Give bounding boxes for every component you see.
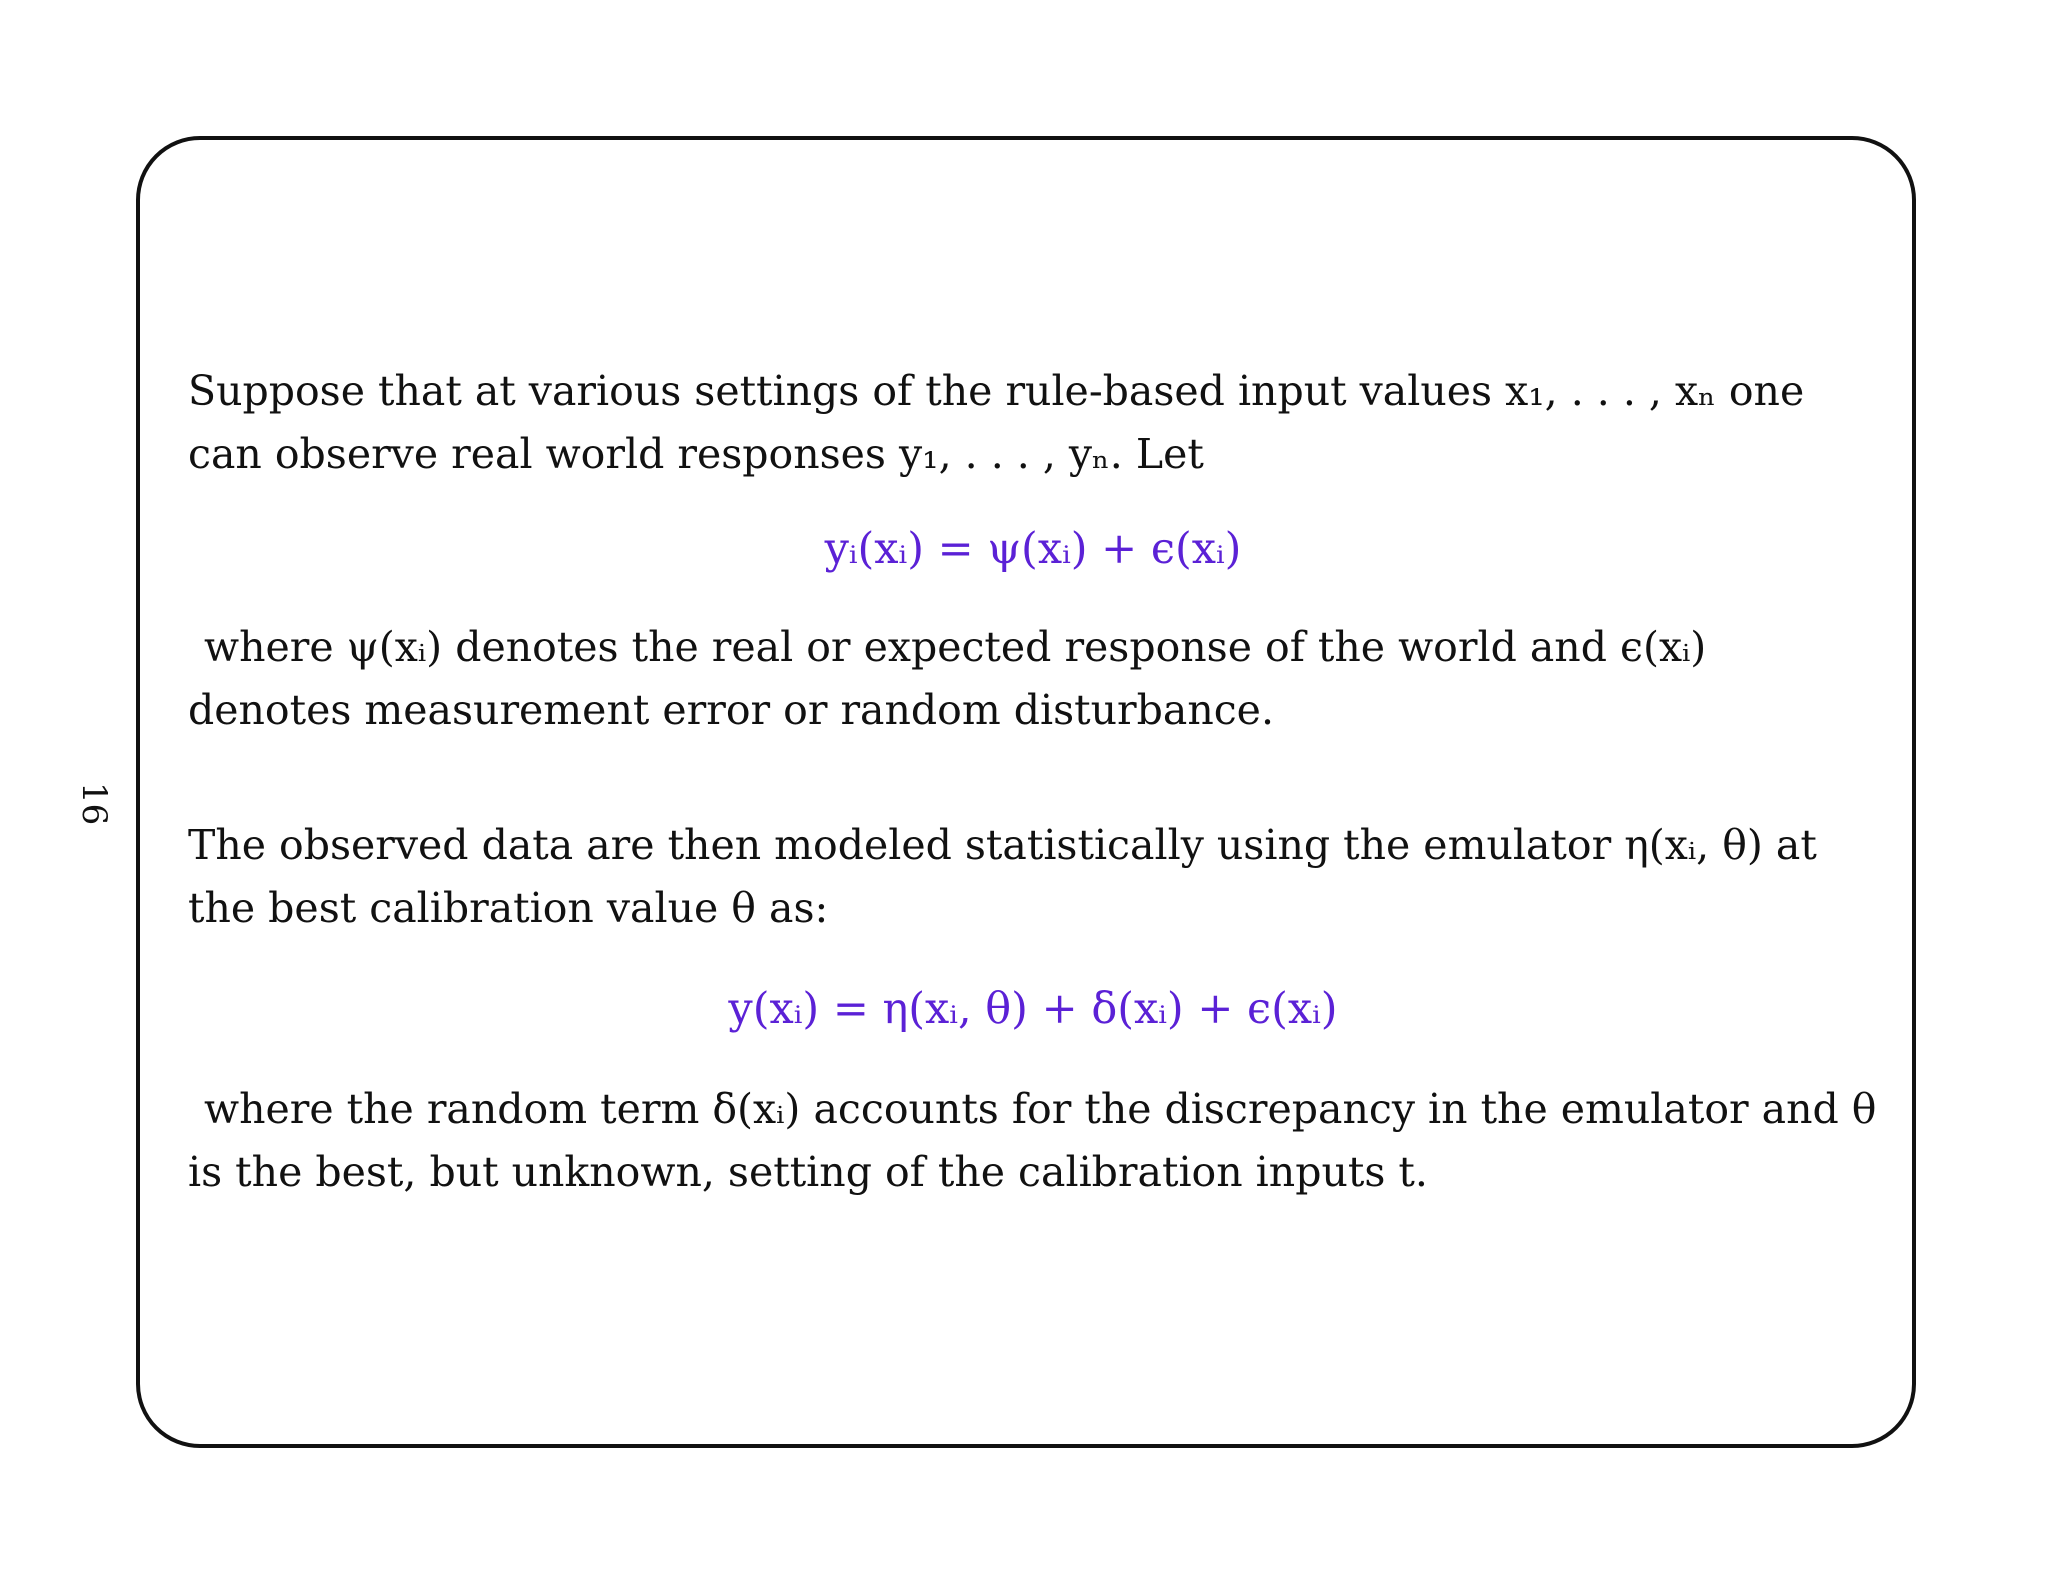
page-number: 16 — [74, 782, 114, 826]
paragraph-intro: Suppose that at various settings of the rule-based input values x₁, . . . , xₙ one can observe real world responses y₁, . . . , yₙ. Let — [188, 367, 1805, 478]
paragraph-discrepancy-explanation: where the random term δ(xᵢ) accounts for the discrepancy in the emulator and θ is the best, but unknown, setting of the calibration inputs t. — [188, 1085, 1877, 1196]
slide-content — [188, 360, 1878, 1204]
equation-calibration-model: y(xᵢ) = η(xᵢ, θ) + δ(xᵢ) + ϵ(xᵢ) — [728, 984, 1338, 1034]
paragraph-response-explanation: where ψ(xᵢ) denotes the real or expected response of the world and ϵ(xᵢ) denotes measurement error or random disturbance. — [188, 623, 1707, 734]
paragraph-emulator-model: The observed data are then modeled statistically using the emulator η(xᵢ, θ) at the best calibration value θ as: — [188, 821, 1817, 932]
equation-response-model: yᵢ(xᵢ) = ψ(xᵢ) + ϵ(xᵢ) — [824, 524, 1242, 574]
